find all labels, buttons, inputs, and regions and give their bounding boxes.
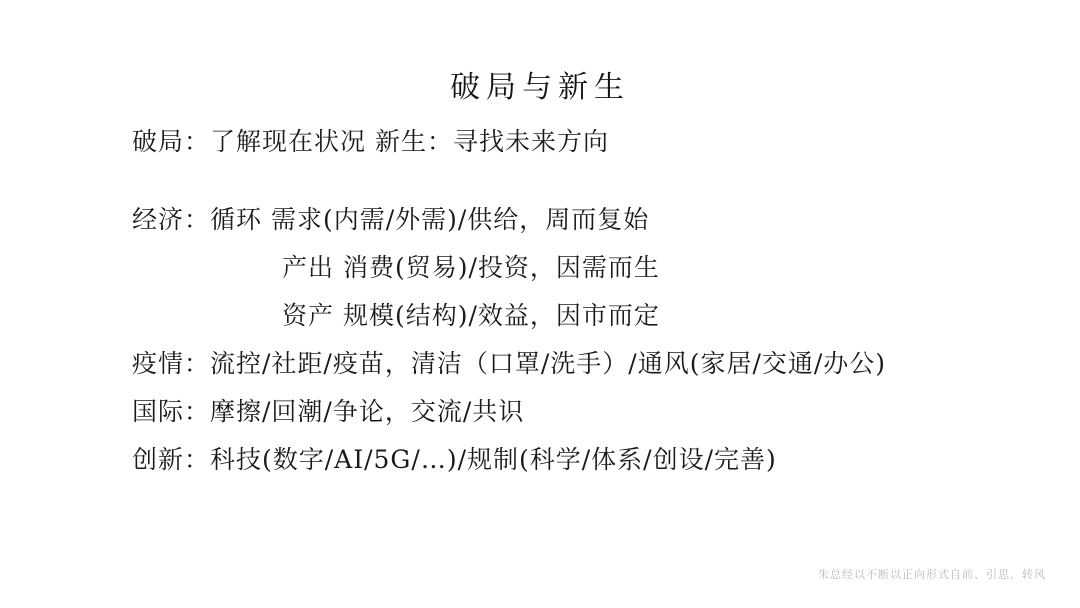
content-line-output: 产出 消费(贸易)/投资，因需而生 bbox=[282, 253, 660, 282]
slide-body bbox=[132, 118, 1012, 484]
content-line-innovation: 创新：科技(数字/AI/5G/…)/规制(科学/体系/创设/完善) bbox=[132, 445, 777, 474]
slide-footnote: 朱总经以不断以正向形式自前、引思、转风 bbox=[818, 568, 1046, 581]
content-line-epidemic: 疫情：流控/社距/疫苗，清洁（口罩/洗手）/通风(家居/交通/办公) bbox=[132, 349, 887, 378]
subtitle-line: 破局：了解现在状况 新生：寻找未来方向 bbox=[132, 127, 609, 156]
content-line-international: 国际：摩擦/回潮/争论，交流/共识 bbox=[132, 397, 525, 426]
content-line-economy: 经济：循环 需求(内需/外需)/供给，周而复始 bbox=[132, 205, 650, 234]
slide-title: 破局与新生 bbox=[450, 70, 630, 105]
body-spacer bbox=[132, 166, 1012, 196]
content-line-assets: 资产 规模(结构)/效益，因市而定 bbox=[282, 301, 660, 330]
